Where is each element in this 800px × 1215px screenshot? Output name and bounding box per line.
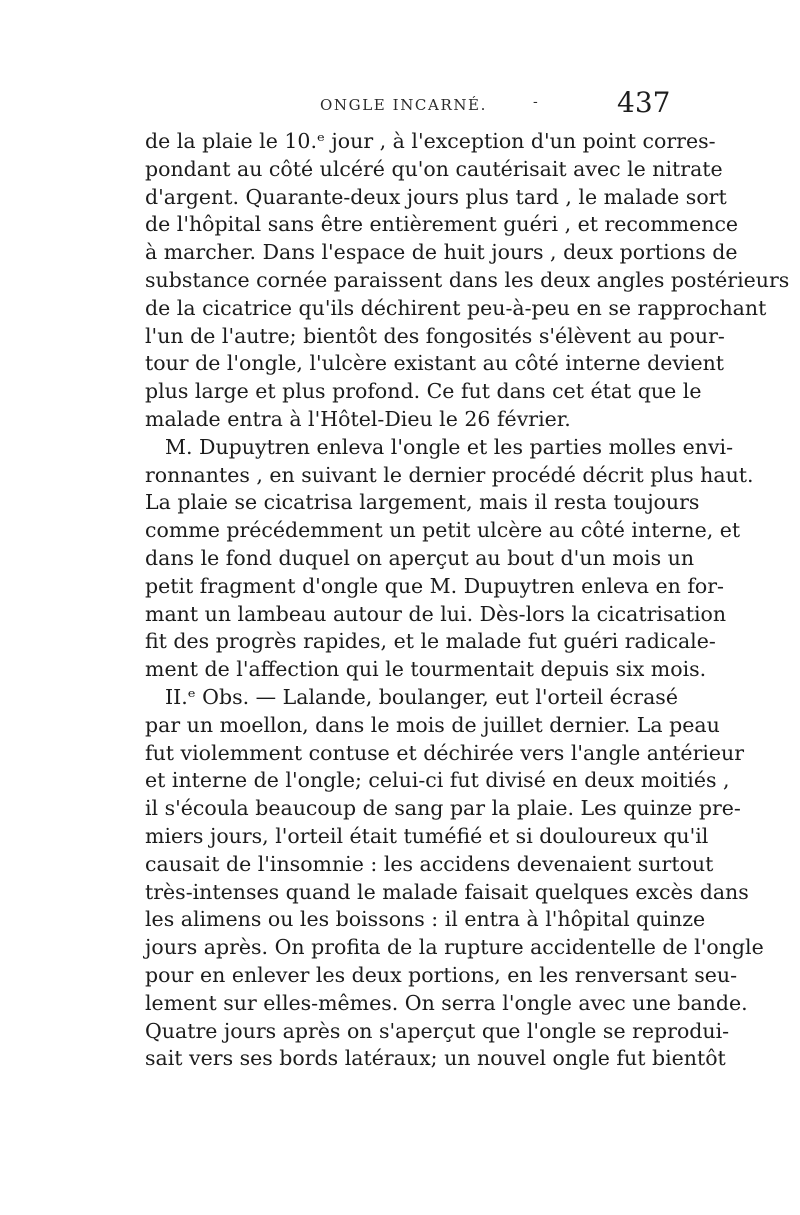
text-line: substance cornée paraissent dans les deux angles postérieurs (145, 267, 790, 292)
header-dash: - (533, 94, 538, 110)
text-line: ronnantes , en suivant le dernier procédé décrit plus haut. (145, 462, 754, 487)
text-line: dans le fond duquel on aperçut au bout d'un mois un (145, 545, 695, 570)
text-line: de la cicatrice qu'ils déchirent peu-à-peu en se rapprochant (145, 295, 767, 320)
text-line: il s'écoula beaucoup de sang par la plaie. Les quinze pre- (145, 796, 741, 821)
text-line: d'argent. Quarante-deux jours plus tard , le malade sort (145, 184, 727, 209)
body-text (145, 128, 790, 1073)
text-line: tour de l'ongle, l'ulcère existant au côté interne devient (145, 351, 725, 376)
text-line: malade entra à l'Hôtel-Dieu le 26 février. (145, 406, 571, 431)
page-header (0, 86, 800, 126)
text-line: de l'hôpital sans être entièrement guéri , et recommence (145, 212, 739, 237)
text-line: très-intenses quand le malade faisait quelques excès dans (145, 879, 749, 904)
text-line: l'un de l'autre; bientôt des fongosités s'élèvent au pour- (145, 323, 725, 348)
text-line: mant un lambeau autour de lui. Dès-lors la cicatrisation (145, 601, 727, 626)
text-line: ment de l'affection qui le tourmentait depuis six mois. (145, 657, 707, 682)
text-line: comme précédemment un petit ulcère au côté interne, et (145, 518, 741, 543)
text-line: lement sur elles-mêmes. On serra l'ongle avec une bande. (145, 990, 748, 1015)
text-line: La plaie se cicatrisa largement, mais il resta toujours (145, 490, 700, 515)
text-line: miers jours, l'orteil était tuméfié et si douloureux qu'il (145, 823, 709, 848)
text-line: sait vers ses bords latéraux; un nouvel ongle fut bientôt (145, 1046, 726, 1071)
text-line: causait de l'insomnie : les accidens devenaient surtout (145, 851, 714, 876)
text-line: petit fragment d'ongle que M. Dupuytren enleva en for- (145, 573, 724, 598)
page-number: 437 (617, 86, 671, 119)
text-line: de la plaie le 10.ᵉ jour , à l'exception d'un point corres- (145, 129, 716, 153)
text-line: plus large et plus profond. Ce fut dans cet état que le (145, 379, 702, 404)
text-line: pondant au côté ulcéré qu'on cautérisait avec le nitrate (145, 156, 723, 181)
text-line: à marcher. Dans l'espace de huit jours , deux portions de (145, 240, 738, 265)
text-line: par un moellon, dans le mois de juillet dernier. La peau (145, 712, 720, 737)
text-line: fit des progrès rapides, et le malade fut guéri radicale- (145, 629, 716, 654)
text-line: jours après. On profita de la rupture accidentelle de l'ongle (145, 935, 764, 960)
text-line: les alimens ou les boissons : il entra à l'hôpital quinze (145, 907, 706, 932)
text-line: et interne de l'ongle; celui-ci fut divisé en deux moitiés , (145, 768, 730, 793)
text-line: fut violemment contuse et déchirée vers l'angle antérieur (145, 740, 745, 765)
text-line: Quatre jours après on s'aperçut que l'ongle se reprodui- (145, 1018, 730, 1043)
text-line: pour en enlever les deux portions, en les renversant seu- (145, 962, 738, 987)
running-title: ONGLE INCARNÉ. (320, 96, 487, 114)
text-line: II.ᵉ Obs. — Lalande, boulanger, eut l'orteil écrasé (165, 684, 678, 709)
text-line: M. Dupuytren enleva l'ongle et les parties molles envi- (165, 434, 734, 459)
